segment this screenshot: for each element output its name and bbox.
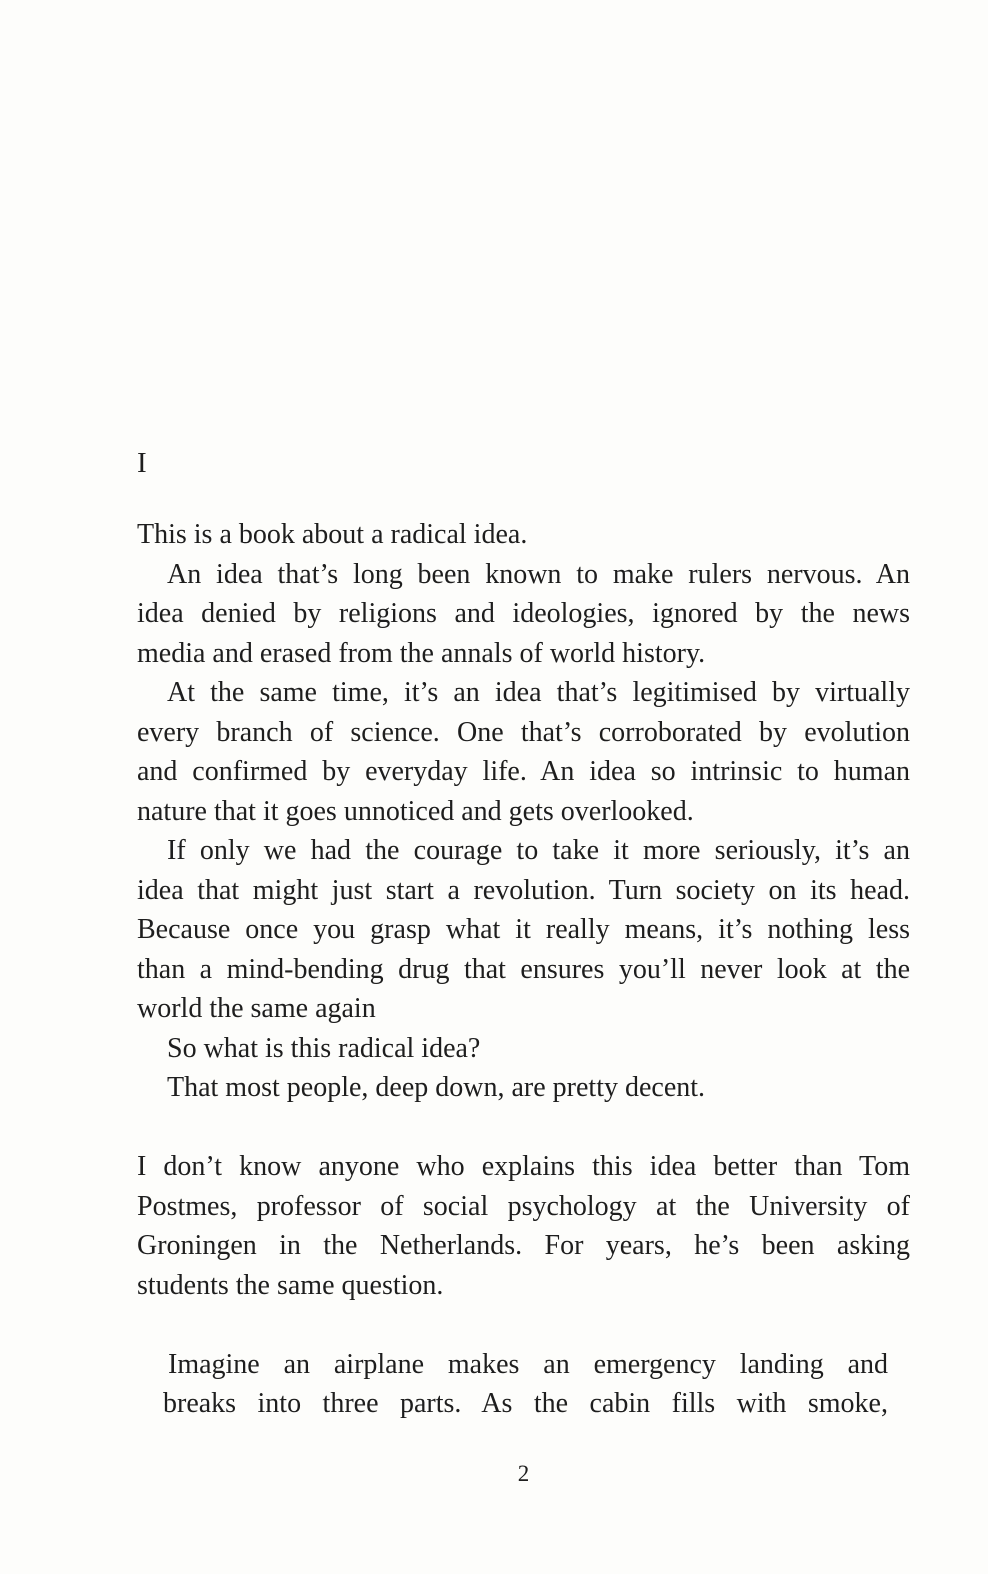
text-line: Groningen in the Netherlands. For years, he’s been asking bbox=[137, 1230, 910, 1261]
chapter-numeral: I bbox=[137, 447, 148, 479]
text-line: An idea that’s long been known to make rulers nervous. An bbox=[167, 558, 910, 590]
text-line: than a mind-bending drug that ensures you’ll never look at the bbox=[137, 953, 910, 985]
text-line: So what is this radical idea? bbox=[167, 1032, 481, 1064]
text-line: world the same again bbox=[137, 993, 376, 1024]
paragraph bbox=[137, 831, 910, 1029]
text-line: idea that might just start a revolution. Turn society on its head. bbox=[137, 874, 910, 906]
text-line: I don’t know anyone who explains this idea better than Tom bbox=[137, 1151, 910, 1182]
text-line: Postmes, professor of social psychology at the University of bbox=[137, 1190, 910, 1222]
section-break bbox=[137, 1305, 910, 1345]
text-line: If only we had the courage to take it more seriously, it’s an bbox=[167, 835, 910, 866]
text-line: every branch of science. One that’s corroborated by evolution bbox=[137, 716, 910, 748]
text-block bbox=[137, 515, 910, 1424]
text-line: Imagine an airplane makes an emergency landing and bbox=[168, 1348, 888, 1380]
text-line: breaks into three parts. As the cabin fills with smoke, bbox=[163, 1388, 888, 1419]
page-number: 2 bbox=[517, 1461, 530, 1486]
text-line: students the same question. bbox=[137, 1269, 444, 1301]
text-line: At the same time, it’s an idea that’s legitimised by virtually bbox=[167, 677, 910, 708]
paragraph bbox=[137, 1068, 910, 1108]
text-line: idea denied by religions and ideologies, ignored by the news bbox=[137, 598, 910, 629]
paragraph bbox=[137, 1147, 910, 1305]
paragraph bbox=[137, 515, 910, 555]
text-line: nature that it goes unnoticed and gets overlooked. bbox=[137, 795, 694, 827]
paragraph bbox=[137, 555, 910, 674]
section-break bbox=[137, 1108, 910, 1148]
text-line: That most people, deep down, are pretty decent. bbox=[167, 1072, 706, 1103]
text-line: This is a book about a radical idea. bbox=[137, 519, 528, 550]
paragraph bbox=[137, 673, 910, 831]
paragraph bbox=[137, 1029, 910, 1069]
text-line: and confirmed by everyday life. An idea so intrinsic to human bbox=[137, 756, 910, 787]
block-quote bbox=[163, 1345, 888, 1424]
text-line: media and erased from the annals of world history. bbox=[137, 637, 706, 669]
text-line: Because once you grasp what it really means, it’s nothing less bbox=[137, 914, 910, 945]
